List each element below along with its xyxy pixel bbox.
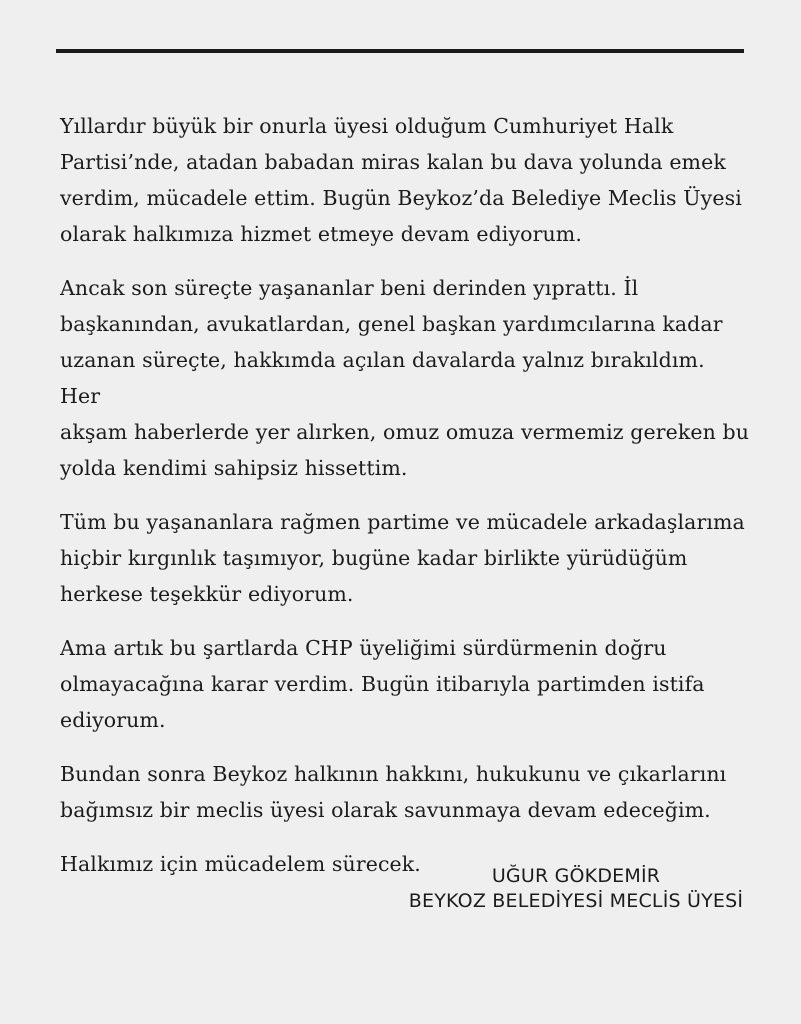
signature-block: [386, 864, 766, 914]
paragraph-4: Ama artık bu şartlarda CHP üyeliğimi sürdürmenin doğru olmayacağına karar verdim. Bugün itibarıyla partimden istifa ediyorum.: [60, 636, 705, 732]
statement-body: [60, 108, 750, 900]
paragraph-3: Tüm bu yaşananlara rağmen partime ve mücadele arkadaşlarıma hiçbir kırgınlık taşımıyor, bugüne kadar birlikte yürüdüğüm herkese teşekkür ediyorum.: [60, 510, 745, 606]
paragraph-1: Yıllardır büyük bir onurla üyesi olduğum Cumhuriyet Halk Partisi’nde, atadan babadan miras kalan bu dava yolunda emek verdim, mücadele ettim. Bugün Beykoz’da Belediye Meclis Üyesi olarak halkımıza hizmet etmeye devam ediyorum.: [60, 114, 742, 246]
paragraph-2: Ancak son süreçte yaşananlar beni derinden yıprattı. İl başkanından, avukatlardan, genel başkan yardımcılarına kadar uzanan süreçte, hakkımda açılan davalarda yalnız bırakıldım. Her akşam haberlerde yer alırken, omuz omuza vermemiz gereken bu yolda kendimi sahipsiz hissettim.: [60, 276, 750, 480]
paragraph-6: Halkımız için mücadelem sürecek.: [60, 852, 421, 876]
signatory-name: UĞUR GÖKDEMİR: [491, 865, 661, 887]
signatory-title: BEYKOZ BELEDİYESİ MECLİS ÜYESİ: [408, 890, 744, 912]
paragraph-5: Bundan sonra Beykoz halkının hakkını, hukukunu ve çıkarlarını bağımsız bir meclis üyesi olarak savunmaya devam edeceğim.: [60, 762, 727, 822]
top-divider: [56, 49, 744, 53]
